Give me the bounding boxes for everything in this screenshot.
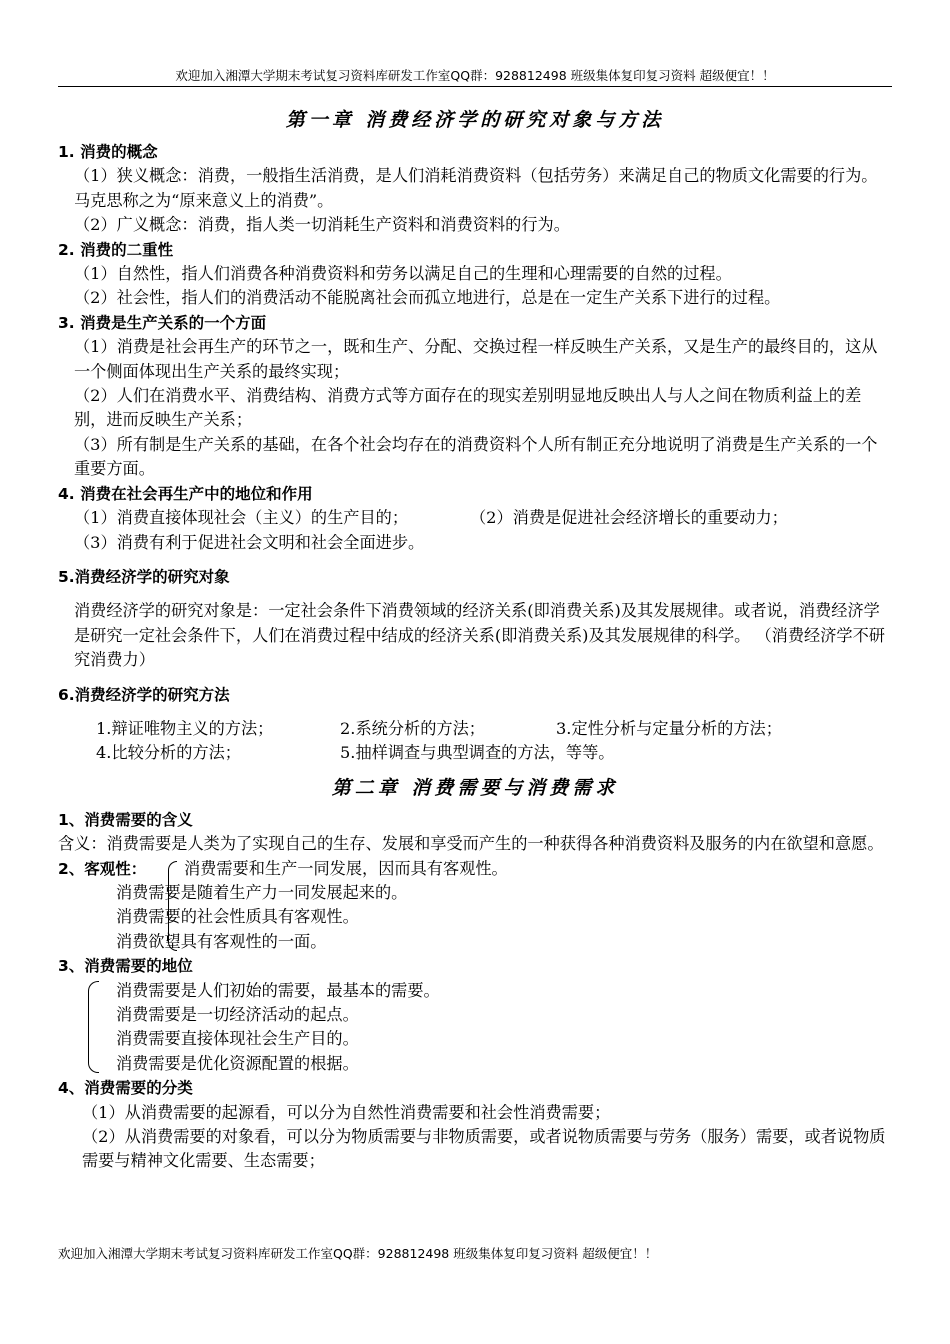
spacer (58, 673, 892, 683)
method-item: 5.抽样调查与典型调查的方法，等等。 (340, 743, 615, 763)
list-item: 消费需要是人们初始的需要，最基本的需要。 (116, 980, 440, 1000)
objectivity-list (58, 881, 892, 954)
section-heading: 2、客观性： (58, 859, 147, 878)
spacer (58, 589, 892, 599)
method-item: 1.辩证唯物主义的方法； (96, 718, 274, 738)
method-row (58, 741, 892, 765)
paragraph-row (58, 506, 892, 530)
section-heading: 3. 消费是生产关系的一个方面 (58, 313, 267, 332)
paragraph: （1）狭义概念：消费，一般指生活消费，是人们消耗消费资料（包括劳务）来满足自己的物质文化需要的行为。马克思称之为“原来意义上的消费”。 (74, 166, 878, 210)
list-item: 消费需要直接体现社会生产目的。 (116, 1029, 359, 1049)
section-heading: 2. 消费的二重性 (58, 240, 174, 259)
paragraph: 含义：消费需要是人类为了实现自己的生存、发展和享受而产生的一种获得各种消费资料及服务的内在欲望和意愿。 (58, 834, 884, 854)
spacer (58, 707, 892, 717)
paragraph: （2）广义概念：消费，指人类一切消耗生产资料和消费资料的行为。 (74, 215, 570, 235)
brace-icon (168, 861, 177, 951)
section-heading: 1. 消费的概念 (58, 143, 158, 161)
paragraph: （2）从消费需要的对象看，可以分为物质需要与非物质需要，或者说物质需要与劳务（服务）需要，或者说物质需要与精神文化需要、生态需要； (82, 1127, 886, 1171)
method-item: 2.系统分析的方法； (340, 718, 485, 738)
page-content (58, 100, 892, 1174)
paragraph: （1）从消费需要的起源看，可以分为自然性消费需要和社会性消费需要； (82, 1102, 611, 1122)
header-rule (58, 86, 892, 87)
list-item: 消费需要和生产一同发展，因而具有客观性。 (184, 858, 508, 878)
paragraph: （2）消费是促进社会经济增长的重要动力； (470, 508, 788, 528)
section-heading: 5.消费经济学的研究对象 (58, 567, 230, 586)
section-heading: 6.消费经济学的研究方法 (58, 685, 230, 704)
page-footer: 欢迎加入湘潭大学期末考试复习资料库研发工作室QQ群：928812498 班级集体复印复习资料 超级便宜！！ (58, 1246, 658, 1261)
list-item: 消费欲望具有客观性的一面。 (116, 931, 327, 951)
page-header: 欢迎加入湘潭大学期末考试复习资料库研发工作室QQ群：928812498 班级集体复印复习资料 超级便宜！！ (175, 68, 775, 83)
list-item: 消费需要是随着生产力一同发展起来的。 (116, 882, 408, 902)
status-list (58, 979, 892, 1077)
paragraph: 消费经济学的研究对象是：一定社会条件下消费领域的经济关系(即消费关系)及其发展规律。或者说，消费经济学是研究一定社会条件下，人们在消费过程中结成的经济关系(即消费关系)及其发展规律的科学。 （消费经济学不研究消费力） (74, 601, 885, 670)
paragraph: （1）消费直接体现社会（主义）的生产目的； (74, 508, 409, 528)
chapter-2-title: 第二章 消费需要与消费需求 (331, 776, 619, 799)
method-item: 3.定性分析与定量分析的方法； (556, 718, 782, 738)
objectivity-first-row (58, 857, 892, 881)
paragraph: （3）所有制是生产关系的基础，在各个社会均存在的消费资料个人所有制正充分地说明了消费是生产关系的一个重要方面。 (74, 434, 878, 479)
section-heading: 3、消费需要的地位 (58, 957, 193, 976)
method-row (58, 717, 892, 741)
method-item: 4.比较分析的方法； (96, 743, 241, 763)
paragraph: （3）消费有利于促进社会文明和社会全面进步。 (74, 532, 425, 552)
section-heading: 4、消费需要的分类 (58, 1079, 193, 1098)
section-heading: 1、消费需要的含义 (58, 810, 193, 829)
paragraph: （1）消费是社会再生产的环节之一，既和生产、分配、交换过程一样反映生产关系，又是生产的最终目的，这从一个侧面体现出生产关系的最终实现； (74, 337, 878, 381)
section-heading: 4. 消费在社会再生产中的地位和作用 (58, 484, 313, 503)
paragraph: （2）社会性，指人们的消费活动不能脱离社会而孤立地进行，总是在一定生产关系下进行的过程。 (74, 288, 781, 308)
paragraph: （1）自然性，指人们消费各种消费资料和劳务以满足自己的生理和心理需要的自然的过程。 (74, 264, 732, 284)
list-item: 消费需要是一切经济活动的起点。 (116, 1005, 359, 1024)
spacer (58, 555, 892, 565)
brace-icon (88, 981, 99, 1073)
paragraph: （2）人们在消费水平、消费结构、消费方式等方面存在的现实差别明显地反映出人与人之间在物质利益上的差别，进而反映生产关系； (74, 386, 862, 430)
list-item: 消费需要的社会性质具有客观性。 (116, 907, 359, 927)
chapter-1-title: 第一章 消费经济学的研究对象与方法 (285, 109, 665, 131)
list-item: 消费需要是优化资源配置的根据。 (116, 1053, 359, 1073)
